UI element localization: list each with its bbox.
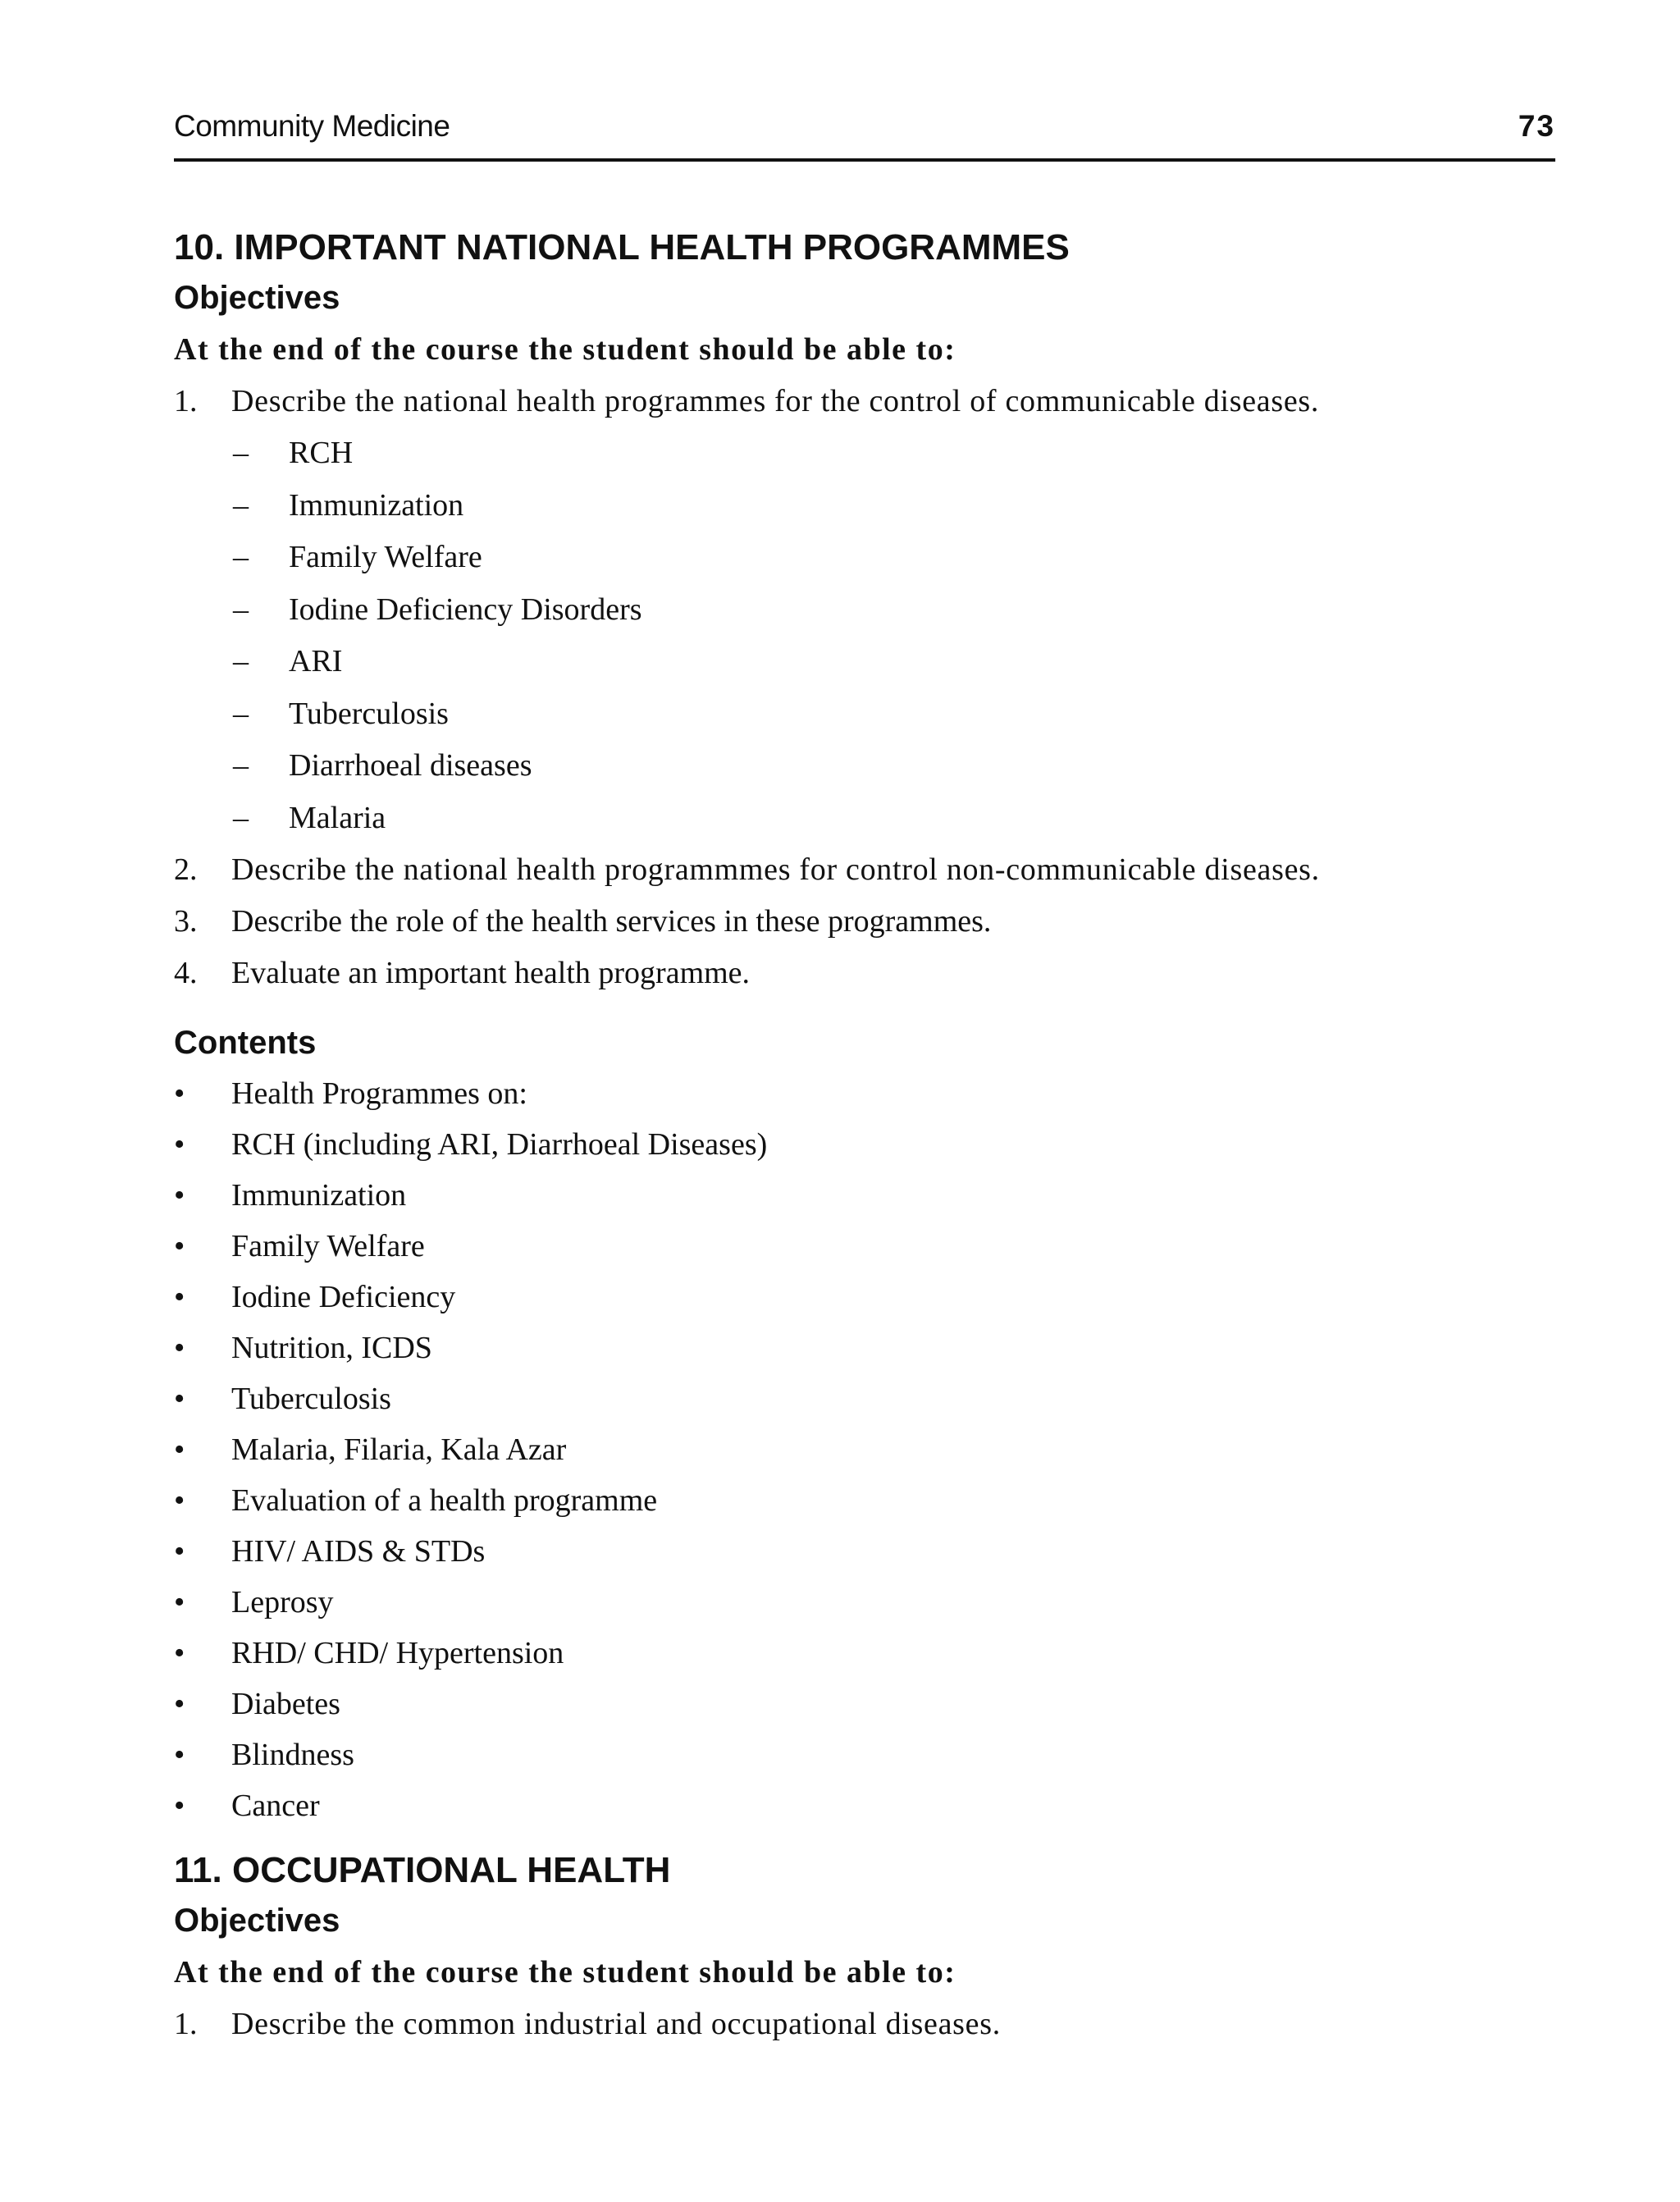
objective-item bbox=[174, 376, 1555, 427]
objective-number: 3. bbox=[174, 904, 198, 939]
bullet-marker: • bbox=[174, 1687, 185, 1721]
section-11-objectives-heading: Objectives bbox=[174, 1903, 340, 1939]
sub-list-item bbox=[174, 636, 1555, 688]
contents-text: Blindness bbox=[231, 1738, 354, 1772]
contents-item bbox=[174, 1526, 1555, 1577]
sub-list-text: Tuberculosis bbox=[289, 696, 449, 731]
sub-list-text: ARI bbox=[289, 644, 343, 678]
objective-item bbox=[174, 948, 1555, 999]
contents-item bbox=[174, 1780, 1555, 1831]
sub-list-item bbox=[174, 427, 1555, 480]
dash-marker: – bbox=[233, 644, 249, 678]
contents-text: HIV/ AIDS & STDs bbox=[231, 1534, 486, 1569]
contents-text: Health Programmes on: bbox=[231, 1076, 527, 1111]
sub-list-item bbox=[174, 480, 1555, 532]
objective-item bbox=[174, 1999, 1555, 2050]
objective-text: Describe the national health programmes for the control of communicable diseases. bbox=[231, 384, 1320, 418]
contents-item bbox=[174, 1373, 1555, 1424]
dash-marker: – bbox=[233, 592, 249, 627]
contents-item bbox=[174, 1729, 1555, 1780]
objective-item bbox=[174, 896, 1555, 948]
contents-item bbox=[174, 1221, 1555, 1272]
objective-number: 2. bbox=[174, 852, 198, 887]
sub-list-text: Family Welfare bbox=[289, 540, 482, 574]
contents-text: Tuberculosis bbox=[231, 1382, 391, 1416]
bullet-marker: • bbox=[174, 1178, 185, 1213]
contents-item bbox=[174, 1119, 1555, 1170]
contents-text: Cancer bbox=[231, 1789, 320, 1823]
objective-text: Describe the role of the health services in these programmes. bbox=[231, 904, 992, 939]
section-11-title: 11. OCCUPATIONAL HEALTH bbox=[174, 1850, 671, 1890]
dash-marker: – bbox=[233, 696, 249, 731]
contents-item bbox=[174, 1068, 1555, 1119]
section-10-objectives-heading: Objectives bbox=[174, 280, 340, 316]
sub-list-item bbox=[174, 584, 1555, 637]
header-rule bbox=[174, 158, 1555, 162]
contents-item bbox=[174, 1577, 1555, 1628]
objective-number: 4. bbox=[174, 956, 198, 990]
bullet-marker: • bbox=[174, 1127, 185, 1162]
sub-list-text: Malaria bbox=[289, 800, 386, 835]
dash-marker: – bbox=[233, 800, 249, 835]
section-10-lead: At the end of the course the student should be able to: bbox=[174, 332, 956, 367]
running-header bbox=[174, 109, 1555, 153]
contents-text: Nutrition, ICDS bbox=[231, 1331, 432, 1365]
objective-number: 1. bbox=[174, 384, 198, 418]
contents-item bbox=[174, 1272, 1555, 1323]
objective-item bbox=[174, 844, 1555, 896]
sub-list-text: RCH bbox=[289, 436, 354, 470]
contents-text: Diabetes bbox=[231, 1687, 340, 1721]
objective-text: Evaluate an important health programme. bbox=[231, 956, 751, 990]
sub-list-item bbox=[174, 532, 1555, 584]
bullet-marker: • bbox=[174, 1483, 185, 1518]
spacer bbox=[174, 1831, 1555, 1846]
contents-text: Iodine Deficiency bbox=[231, 1280, 456, 1314]
sub-list-text: Immunization bbox=[289, 487, 464, 523]
objective-text: Describe the national health programmmes for control non-communicable diseases. bbox=[231, 852, 1320, 887]
dash-marker: – bbox=[233, 436, 249, 470]
dash-marker: – bbox=[233, 540, 249, 574]
objective-number: 1. bbox=[174, 2007, 198, 2041]
section-11-lead: At the end of the course the student should be able to: bbox=[174, 1955, 956, 1990]
contents-text: Evaluation of a health programme bbox=[231, 1483, 658, 1518]
sub-list-text: Iodine Deficiency Disorders bbox=[289, 592, 642, 627]
bullet-marker: • bbox=[174, 1280, 185, 1314]
contents-text: Immunization bbox=[231, 1178, 407, 1213]
page-number: 73 bbox=[1518, 109, 1555, 143]
bullet-marker: • bbox=[174, 1432, 185, 1467]
contents-item bbox=[174, 1475, 1555, 1526]
contents-item bbox=[174, 1323, 1555, 1373]
sub-list-item bbox=[174, 793, 1555, 845]
contents-text: Family Welfare bbox=[231, 1229, 425, 1263]
contents-item bbox=[174, 1170, 1555, 1221]
contents-text: RCH (including ARI, Diarrhoeal Diseases) bbox=[231, 1127, 768, 1162]
contents-text: Leprosy bbox=[231, 1585, 334, 1620]
bullet-marker: • bbox=[174, 1534, 185, 1569]
spacer bbox=[174, 999, 1555, 1017]
contents-text: RHD/ CHD/ Hypertension bbox=[231, 1636, 564, 1670]
contents-item bbox=[174, 1679, 1555, 1729]
contents-item bbox=[174, 1628, 1555, 1679]
objective-text: Describe the common industrial and occupational diseases. bbox=[231, 2007, 1001, 2041]
bullet-marker: • bbox=[174, 1331, 185, 1365]
sub-list-item bbox=[174, 740, 1555, 793]
bullet-marker: • bbox=[174, 1229, 185, 1263]
sub-list-item bbox=[174, 688, 1555, 741]
bullet-marker: • bbox=[174, 1636, 185, 1670]
contents-heading: Contents bbox=[174, 1025, 317, 1061]
running-title: Community Medicine bbox=[174, 109, 450, 143]
page-content bbox=[174, 223, 1555, 2050]
bullet-marker: • bbox=[174, 1738, 185, 1772]
sub-list-text: Diarrhoeal diseases bbox=[289, 748, 532, 783]
bullet-marker: • bbox=[174, 1585, 185, 1620]
dash-marker: – bbox=[233, 487, 249, 523]
dash-marker: – bbox=[233, 748, 249, 783]
bullet-marker: • bbox=[174, 1382, 185, 1416]
bullet-marker: • bbox=[174, 1789, 185, 1823]
bullet-marker: • bbox=[174, 1076, 185, 1111]
section-10-title: 10. IMPORTANT NATIONAL HEALTH PROGRAMMES bbox=[174, 227, 1070, 267]
contents-item bbox=[174, 1424, 1555, 1475]
contents-text: Malaria, Filaria, Kala Azar bbox=[231, 1432, 567, 1467]
